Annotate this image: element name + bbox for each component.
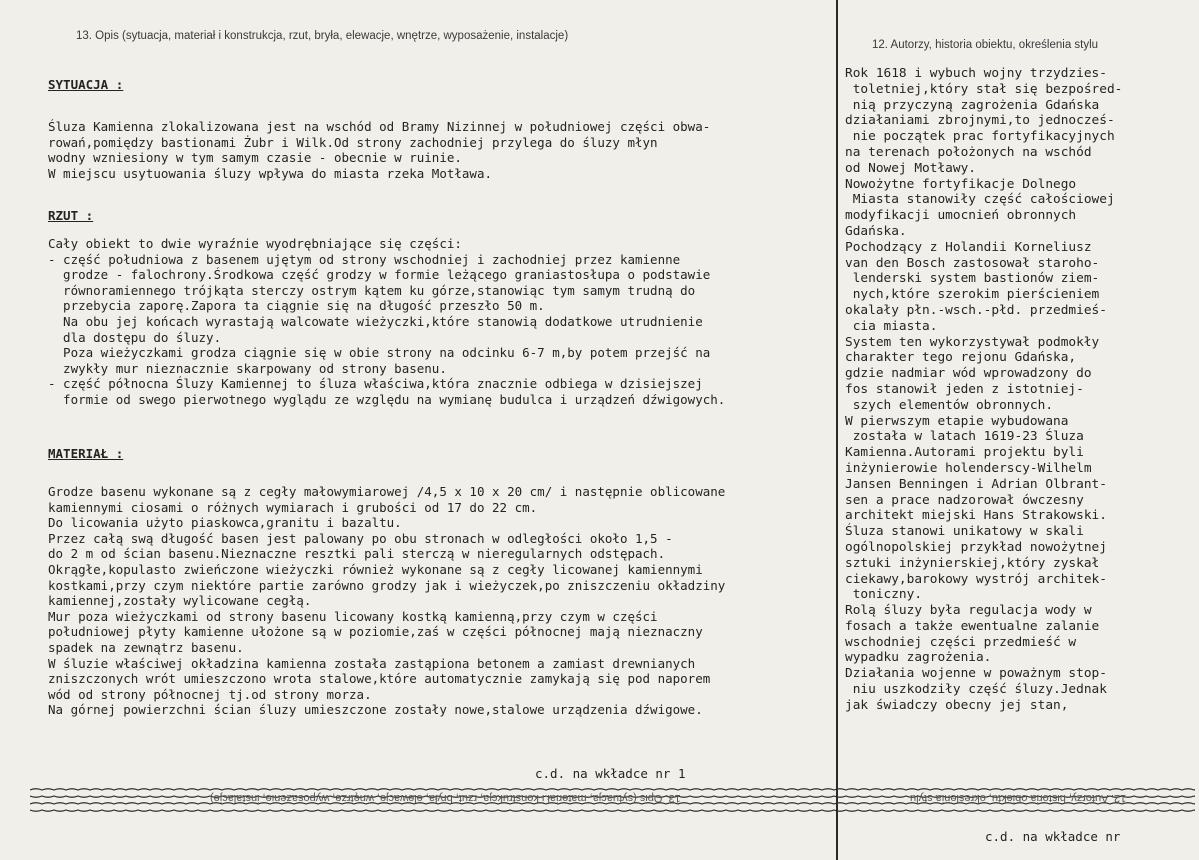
paragraph-rzut: Cały obiekt to dwie wyraźnie wyodrębniające się części: - część południowa z basenem ujętym od strony wschodniej i zachodniej przez kamienne grodze - falochrony.Środkowa część grodzy w formie leżącego graniastosłupa o podstawie równoramiennego trójkąta sterczy ostrym kątem ku górze,stanowiąc tym samym trudną do przebycia zaporę.Zapora ta ciągnie się na długość przeszło 50 m. Na obu jej końcach wyrastają walcowate wieżyczki,które stanowią dodatkowe utrudnienie dla dostępu do śluzy. Poza wieżyczkami grodza ciągnie się w obie strony na odcinku 6-7 m,by potem przejść na zwykły mur nieznacznie skarpowany od strony basenu. - część północna Śluzy Kamiennej to śluza właściwa,która znacznie odbiega w dzisiejszej formie od swego pierwotnego wyglądu ze względu na wymianę budulca i urządzeń dźwigowych.: [48, 236, 726, 407]
mirrored-header-13: 13. Opis (sytuacja, materiał i konstrukcja, rzut, bryła, elewacje, wnętrze, wyposażenie, instalacje): [210, 792, 681, 804]
column-divider: [836, 0, 838, 860]
right-column-text: Rok 1618 i wybuch wojny trzydzies- toletniej,który stał się bezpośred- nią przyczyną zagrożenia Gdańska działaniami zbrojnymi,to jednocześ- nie początek prac fortyfikacyjnych na terenach położonych na wschód od Nowej Motławy. Nowożytne fortyfikacje Dolnego Miasta stanowiły część całościowej modyfikacji umocnień obronnych Gdańska. Pochodzący z Holandii Korneliusz van den Bosch zastosował staroho- lenderski system bastionów ziem- nych,które szerokim pierścieniem okalały płn.-wsch.-płd. przedmieś- cia miasta. System ten wykorzystywał podmokły charakter tego rejonu Gdańska, gdzie nadmiar wód wprowadzony do fos stanowił jeden z istotniej- szych elementów obronnych. W pierwszym etapie wybudowana została w latach 1619-23 Śluza Kamienna.Autorami projektu byli inżynierowie holenderscy-Wilhelm Jansen Benningen i Adrian Olbrant- sen a prace nadzorował ówczesny architekt miejski Hans Strakowski. Śluza stanowi unikatowy w skali ogólnopolskiej przykład nowożytnej sztuki inżynierskiej,który zyskał ciekawy,barokowy wystrój architek- toniczny. Rolą śluzy była regulacja wody w fosach a także ewentualne zalanie wschodniej części przedmieść w wypadku zagrożenia. Działania wojenne w poważnym stop- niu uszkodziły część śluzy.Jednak jak świadczy obecny jej stan,: [845, 66, 1123, 713]
heading-material: MATERIAŁ :: [48, 446, 124, 461]
left-column-header: 13. Opis (sytuacja, materiał i konstrukcja, rzut, bryła, elewacje, wnętrze, wyposażenie, instalacje): [76, 30, 569, 42]
heading-sytuacja: SYTUACJA :: [48, 77, 124, 92]
right-column-header: 12. Autorzy, historia obiektu, określenia stylu: [872, 39, 1099, 51]
paragraph-sytuacja: Śluza Kamienna zlokalizowana jest na wschód od Bramy Nizinnej w południowej części obwa- rowań,pomiędzy bastionami Żubr i Wilk.Od strony zachodniej przylega do śluzy młyn wodny wzniesiony w tym samym czasie - obecnie w ruinie. W miejscu usytuowania śluzy wpływa do miasta rzeka Motława.: [48, 119, 711, 181]
heading-rzut: RZUT :: [48, 208, 94, 223]
bottom-wavy-band: [30, 786, 1195, 814]
mirrored-header-12: 12. Autorzy, historia obiektu, określenia stylu: [910, 792, 1127, 804]
paragraph-material: Grodze basenu wykonane są z cegły małowymiarowej /4,5 x 10 x 20 cm/ i następnie oblicowane kamiennymi ciosami o różnych wymiarach i grubości od 17 do 22 cm. Do licowania użyto piaskowca,granitu i bazaltu. Przez całą swą długość basen jest palowany po obu stronach w odległości około 1,5 - do 2 m od ścian basenu.Nieznaczne resztki pali sterczą w nieregularnych odstępach. Okrągłe,kopulasto zwieńczone wieżyczki również wykonane są z cegły licowanej kamiennymi kostkami,przy czym niektóre partie zarówno grodzy jak i wieżyczek,po zniszczeniu okładziny kamiennej,zostały wylicowane cegłą. Mur poza wieżyczkami od strony basenu licowany kostką kamienną,przy czym w części południowej płyty kamienne ułożone są w poziomie,zaś w części północnej mają nieznaczny spadek na zewnątrz basenu. W śluzie właściwej okładzina kamienna została zastąpiona betonem a zamiast drewnianych zniszczonych wrót umieszczono wrota stalowe,które automatycznie zamykają się pod naporem wód od strony północnej tj.od strony morza. Na górnej powierzchni ścian śluzy umieszczone zostały nowe,stalowe urządzenia dźwigowe.: [48, 484, 726, 718]
left-continuation-note: c.d. na wkładce nr 1: [535, 766, 686, 781]
right-continuation-note: c.d. na wkładce nr: [985, 829, 1121, 844]
